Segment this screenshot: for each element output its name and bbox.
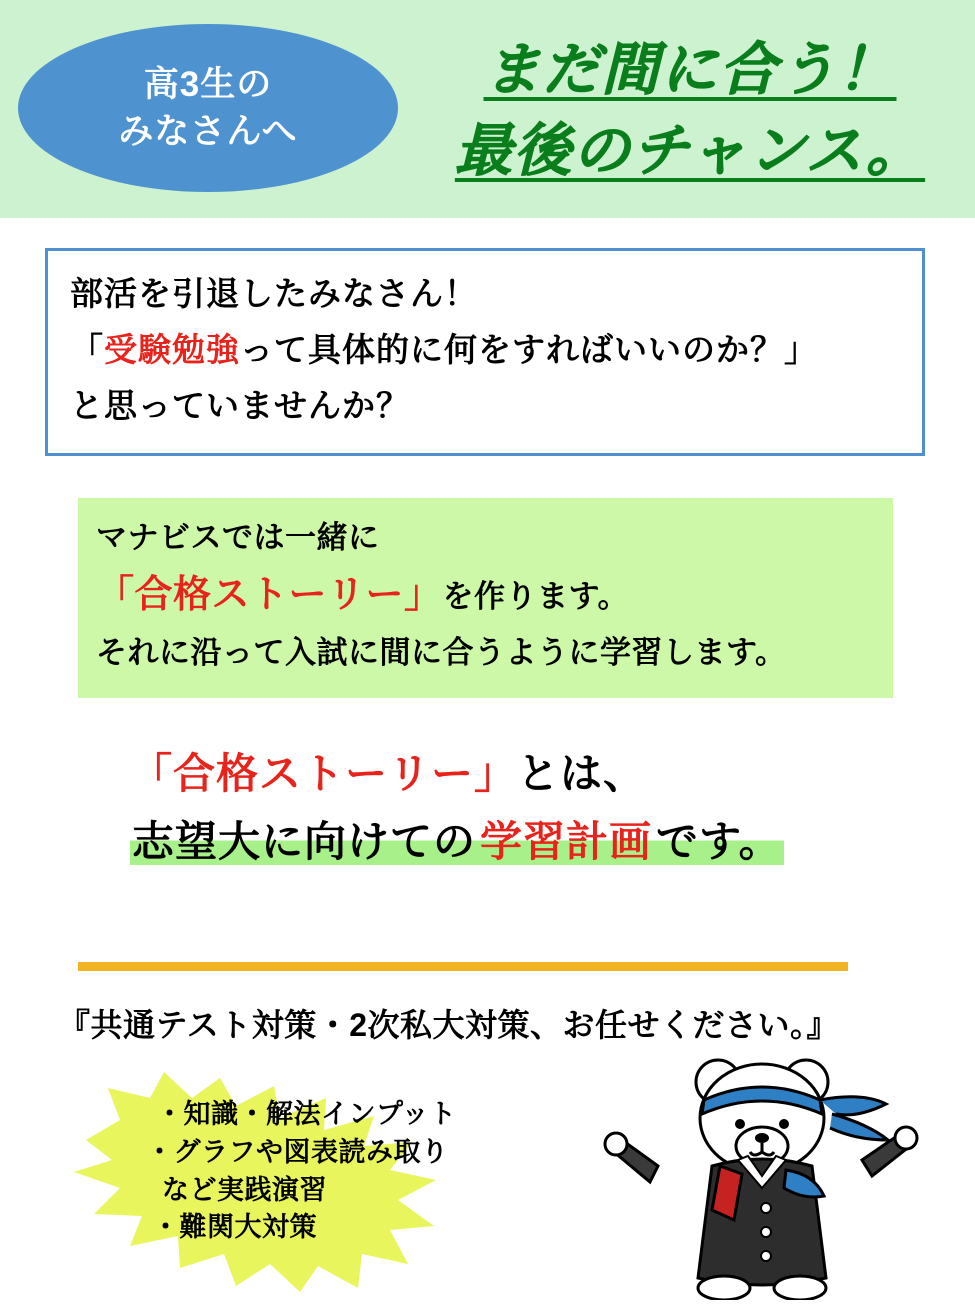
definition-block: [130, 740, 930, 876]
bear-mascot-icon: [600, 1048, 940, 1300]
question-line-1: 部活を引退したみなさん！: [70, 275, 478, 312]
green-message-box: [78, 498, 893, 698]
green-line-2: [96, 566, 875, 625]
main-headline-line2: 最後のチャンス。: [454, 118, 926, 183]
definition-line-2-post: です。: [656, 818, 782, 866]
catch-copy: 『共通テスト対策・2次私大対策、お任せください。』: [58, 1007, 840, 1043]
definition-line-1: [130, 740, 930, 808]
definition-line-2-pre: 志望大に向けての: [132, 818, 477, 866]
green-line-3: それに沿って入試に間に合うように学習します。: [96, 634, 787, 670]
burst-item-2: ・グラフや図表読み取り: [146, 1136, 449, 1167]
definition-term: 「合格ストーリー」: [130, 750, 518, 797]
audience-badge-line2: みなさんへ: [118, 112, 298, 151]
question-box: [45, 248, 925, 456]
question-line-3: と思っていませんか？: [70, 387, 410, 425]
audience-badge: [18, 24, 398, 192]
success-story-term: 「合格ストーリー」: [96, 574, 443, 617]
burst-item-3: など実践演習: [162, 1174, 327, 1205]
starburst-text: [138, 1096, 528, 1247]
green-line-1: マナビスでは一緒に: [96, 520, 380, 555]
question-line-2: [70, 325, 900, 375]
question-keyword: 受験勉強: [104, 331, 240, 369]
question-quote-open: 「: [70, 331, 104, 369]
burst-item-1: ・知識・解法インプット: [156, 1099, 457, 1129]
bear-mascot: [600, 1048, 940, 1300]
starburst-callout: [68, 1068, 538, 1293]
audience-badge-line1: 高3生の: [143, 64, 273, 104]
main-headline-line1: まだ間に合う！: [483, 38, 897, 102]
orange-divider: [78, 962, 848, 971]
question-line-2-rest: って具体的に何をすればいいのか？」: [240, 331, 818, 369]
definition-line-2: [130, 808, 930, 876]
burst-item-4: ・難関大対策: [152, 1212, 317, 1243]
header-band: [0, 0, 975, 218]
green-line-2-rest: を作ります。: [442, 579, 630, 615]
definition-line-1-rest: とは、: [517, 750, 647, 797]
definition-keyword: 学習計画: [480, 818, 653, 866]
main-headline: [420, 30, 960, 192]
